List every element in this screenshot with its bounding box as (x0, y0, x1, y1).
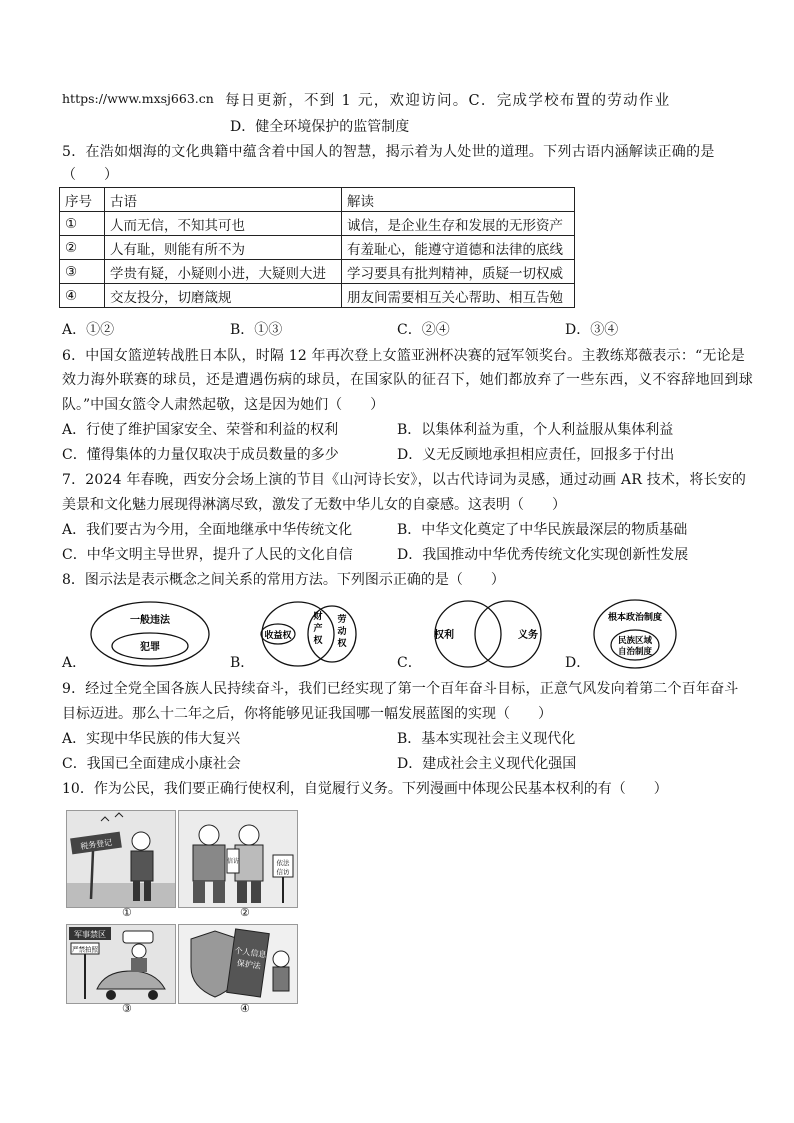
comic-petition (178, 810, 298, 908)
diagram-d-inner-label: 自治制度 (617, 647, 653, 657)
table-cell: 有羞耻心，能遵守道德和法律的底线 (342, 236, 575, 260)
q7-option-c[interactable]: C．中华文明主导世界，提升了人民的文化自信 (62, 547, 353, 563)
q5-paren: （ ） (62, 167, 118, 183)
comic-number: ① (122, 906, 132, 919)
comic4-book-text: 个人信息 (233, 946, 267, 960)
source-url[interactable]: https://www.mxsj663.cn (62, 91, 214, 106)
diagram-c-left-label: 权利 (434, 630, 454, 641)
comic2-sign-text: 依法 (276, 859, 290, 867)
table-row (60, 284, 575, 308)
diagram-b-right-label: 权 (337, 639, 347, 649)
q6-option-a[interactable]: A．行使了维护国家安全、荣誉和利益的权利 (62, 422, 339, 438)
q8-diagram-a[interactable] (88, 598, 212, 670)
table-cell: 学习要具有批判精神，质疑一切权威 (342, 260, 575, 284)
comic-privacy-law (178, 924, 298, 1004)
q9-option-b[interactable]: B．基本实现社会主义现代化 (397, 731, 576, 747)
comic2-sign-text: 信访 (276, 868, 290, 876)
q9-option-c[interactable]: C．我国已全面建成小康社会 (62, 756, 241, 772)
table-row (60, 236, 575, 260)
q8-option-c-label[interactable]: C． (397, 655, 422, 671)
q9-stem-line-2: 目标迈进。那么十二年之后，你将能够见证我国哪一幅发展蓝图的实现（ ） (62, 706, 552, 722)
comic2-paper-text: 信访 (226, 858, 240, 865)
q7-stem-line-2: 美景和文化魅力展现得淋漓尽致，激发了无数中华儿女的自豪感。这表明（ ） (62, 497, 566, 513)
q7-stem-line-1: 7．2024 年春晚，西安分会场上演的节目《山河诗长安》，以古代诗词为灵感，通过动画 AR 技术，将长安的 (62, 472, 747, 488)
q6-stem-line-2: 效力海外联赛的球员，还是遭遇伤病的球员，在国家队的征召下，她们都放弃了一些东西，义不容辞地回到球 (62, 372, 754, 388)
table-header-cell: 解读 (342, 188, 575, 212)
table-header-row (60, 188, 575, 212)
comic3-warning-text: 严禁拍照 (72, 945, 98, 954)
q9-stem-line-1: 9．经过全党全国各族人民持续奋斗，我们已经实现了第一个百年奋斗目标，正意气风发向着第二个百年奋斗 (62, 681, 739, 697)
q7-option-d[interactable]: D．我国推动中华优秀传统文化实现创新性发展 (397, 547, 689, 563)
diagram-a-outer-label: 一般违法 (130, 615, 170, 626)
diagram-d-outer-label: 根本政治制度 (607, 613, 663, 623)
q6-option-c[interactable]: C．懂得集体的力量仅取决于成员数量的多少 (62, 447, 339, 463)
comic-number: ② (240, 906, 250, 919)
table-cell: 朋友间需要相互关心帮助、相互告勉 (342, 284, 575, 308)
diagram-d-inner-label: 民族区域 (617, 636, 653, 646)
q8-option-b-label[interactable]: B． (230, 655, 255, 671)
comic-military-zone (66, 924, 176, 1004)
table-cell: ② (60, 236, 105, 260)
header-ad-text: 每日更新，不到 1 元，欢迎访问。C．完成学校布置的劳动作业 (225, 93, 671, 109)
q5-stem: 5．在浩如烟海的文化典籍中蕴含着中国人的智慧，揭示着为人处世的道理。下列古语内涵解读正确的是 (62, 144, 715, 160)
table-cell: 人有耻，则能有所不为 (105, 236, 342, 260)
diagram-c-right-label: 义务 (518, 630, 538, 641)
q8-diagram-b[interactable] (256, 598, 360, 670)
q7-option-b[interactable]: B．中华文化奠定了中华民族最深层的物质基础 (397, 522, 688, 538)
table-header-cell: 古语 (105, 188, 342, 212)
diagram-b-right-label: 劳 (337, 615, 347, 625)
q7-option-a[interactable]: A．我们要古为今用，全面地继承中华传统文化 (62, 522, 353, 538)
comic-number: ④ (240, 1002, 250, 1015)
diagram-b-mid-label: 权 (313, 636, 323, 646)
table-row (60, 260, 575, 284)
comic3-sign-text: 军事禁区 (74, 930, 106, 939)
diagram-b-right-label: 动 (337, 627, 347, 637)
diagram-b-left-label: 收益权 (264, 631, 292, 641)
q8-option-d-label[interactable]: D． (565, 655, 591, 671)
q5-option-c[interactable]: C．②④ (397, 322, 450, 338)
table-cell: ① (60, 212, 105, 236)
table-cell: 人而无信，不知其可也 (105, 212, 342, 236)
q8-diagram-d[interactable] (592, 598, 678, 670)
q9-option-d[interactable]: D．建成社会主义现代化强国 (397, 756, 577, 772)
q5-option-d[interactable]: D．③④ (565, 322, 619, 338)
q6-option-b[interactable]: B．以集体利益为重，个人利益服从集体利益 (397, 422, 674, 438)
q8-diagram-c[interactable] (424, 598, 554, 670)
diagram-b-mid-label: 产 (313, 624, 323, 634)
diagram-b-mid-label: 财 (313, 612, 323, 622)
table-cell: ④ (60, 284, 105, 308)
q8-option-a-label[interactable]: A． (62, 655, 87, 671)
diagram-a-inner-label: 犯罪 (140, 642, 160, 653)
q5-option-a[interactable]: A．①② (62, 322, 115, 338)
table-row (60, 212, 575, 236)
q5-option-b[interactable]: B．①③ (230, 322, 283, 338)
table-cell: 诚信，是企业生存和发展的无形资产 (342, 212, 575, 236)
q6-stem-line-1: 6．中国女篮逆转战胜日本队，时隔 12 年再次登上女篮亚洲杯决赛的冠军领奖台。主教练郑薇表示：“无论是 (62, 348, 745, 364)
q4-option-d: D．健全环境保护的监管制度 (230, 119, 410, 135)
q6-stem-line-3: 队。”中国女篮令人肃然起敬，这是因为她们（ ） (62, 397, 385, 413)
comic4-book-text: 保护法 (236, 958, 262, 971)
q8-stem: 8．图示法是表示概念之间关系的常用方法。下列图示正确的是（ ） (62, 572, 505, 588)
comic-number: ③ (122, 1002, 132, 1015)
table-header-cell: 序号 (60, 188, 105, 212)
q10-stem: 10．作为公民，我们要正确行使权利，自觉履行义务。下列漫画中体现公民基本权利的有（ ） (62, 781, 668, 797)
table-cell: ③ (60, 260, 105, 284)
q9-option-a[interactable]: A．实现中华民族的伟大复兴 (62, 731, 241, 747)
comic-tax-registration (66, 810, 176, 908)
comic1-sign-text: 税务登记 (79, 837, 113, 852)
table-cell: 交友投分，切磨箴规 (105, 284, 342, 308)
table-cell: 学贵有疑，小疑则小进，大疑则大进 (105, 260, 342, 284)
q5-table (59, 187, 575, 308)
q6-option-d[interactable]: D．义无反顾地承担相应责任，回报多于付出 (397, 447, 675, 463)
